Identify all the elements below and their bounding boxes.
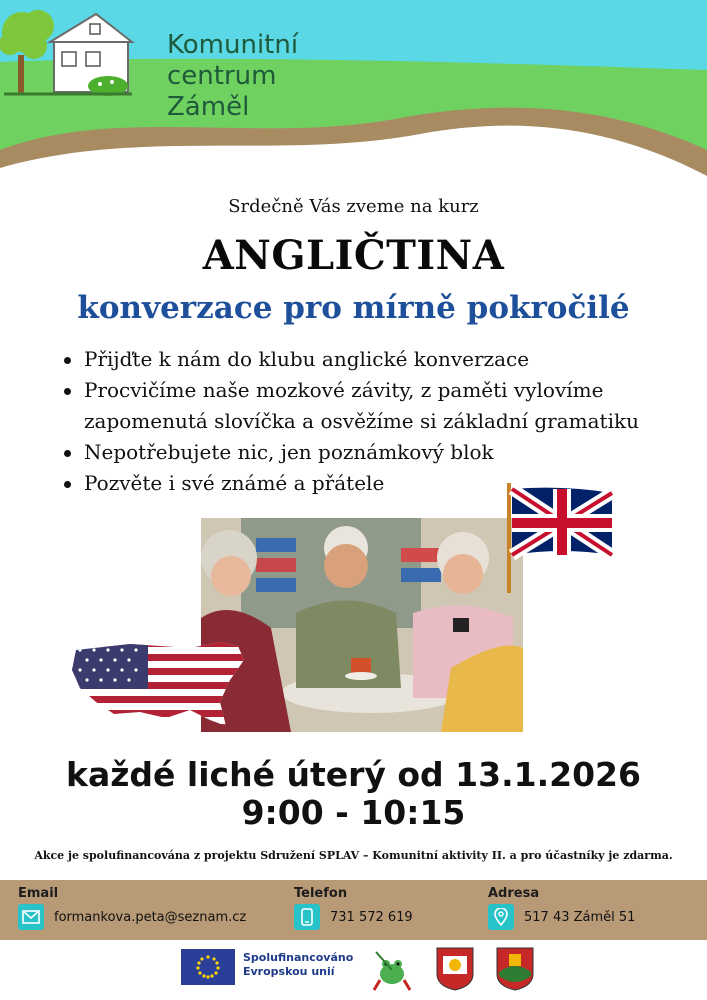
municipal-coat-of-arms-icon [435,946,475,992]
schedule-dates: každé liché úterý od 13.1.2026 [66,755,641,794]
uk-flag-icon [502,483,614,593]
contact-email-label: Email [18,886,59,901]
contact-email-value[interactable]: formankova.peta@seznam.cz [54,909,247,925]
organization-name [167,30,298,123]
community-center-logo [0,0,136,100]
contact-address-value: 517 43 Záměl 51 [524,909,636,925]
schedule-time: 9:00 - 10:15 [241,793,466,832]
bullet-item: Nepotřebujete nic, jen poznámkový blok [62,437,682,468]
schedule [0,756,707,832]
eu-cofinanced-text [243,951,353,979]
org-name-line-1: Komunitní [167,30,299,60]
contact-bar [0,880,707,940]
course-description-list [62,344,682,499]
contact-email [18,886,246,930]
contact-address [488,886,635,930]
eu-text-line-1: Spolufinancováno [243,951,354,964]
footer-logos [0,940,707,1000]
invitation-text: Srdečně Vás zveme na kurz [228,196,479,217]
course-subtitle: konverzace pro mírně pokročilé [77,290,630,326]
eu-flag-icon [181,949,235,985]
course-title: ANGLIČTINA [202,232,505,279]
contact-phone-label: Telefon [294,886,348,901]
phone-icon [294,904,320,930]
bullet-item: Přijďte k nám do klubu anglické konverzace [62,344,682,375]
envelope-icon [18,904,44,930]
header-banner [0,0,707,200]
eu-text-line-2: Evropskou unií [243,965,335,978]
contact-address-label: Adresa [488,886,540,901]
org-name-line-2: centrum [167,61,277,91]
contact-phone [294,886,413,930]
village-coat-of-arms-icon [495,946,535,992]
bullet-item: Procvičíme naše mozkové závity, z paměti vylovíme zapomenutá slovíčka a osvěžíme si základní gramatiku [62,375,682,437]
usa-map-flag-icon [70,640,248,730]
funding-note: Akce je spolufinancována z projektu Sdružení SPLAV – Komunitní aktivity II. a pro účastníky je zdarma. [34,849,673,862]
seniors-conversation-photo [201,518,523,732]
org-name-line-3: Záměl [167,92,250,122]
bullet-item: Pozvěte i své známé a přátele [62,468,682,499]
location-pin-icon [488,904,514,930]
splav-frog-logo [370,944,414,992]
contact-phone-value[interactable]: 731 572 619 [330,909,413,925]
